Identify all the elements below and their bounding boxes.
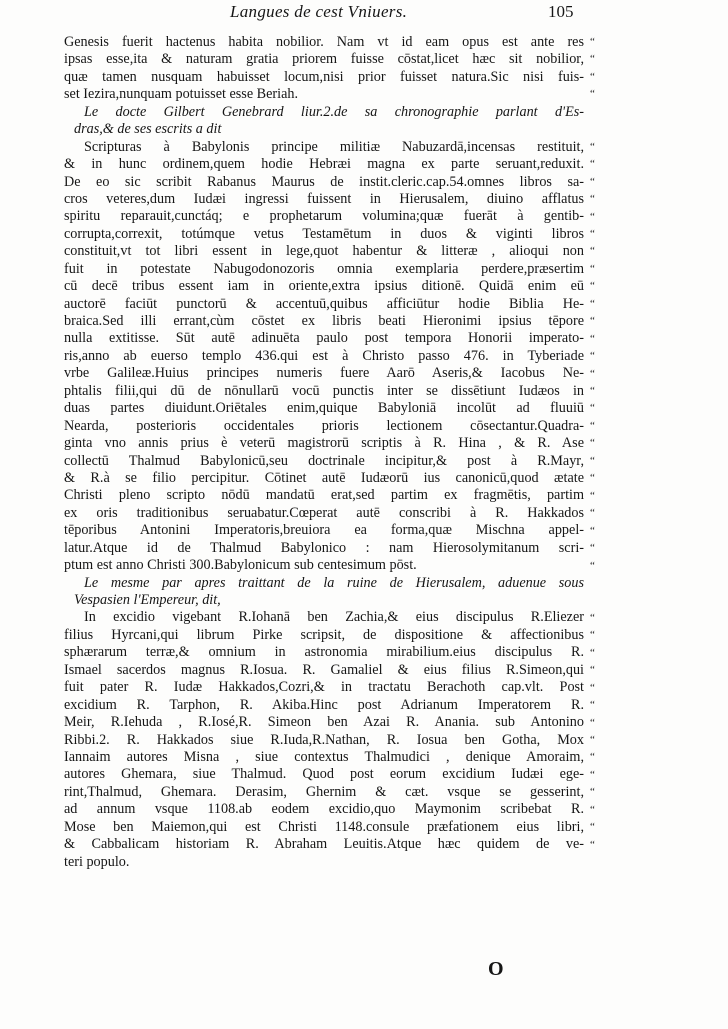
quotation-mark: “ [590, 402, 595, 415]
text-line: Meir, R.Iehuda , R.Iosé,R. Simeon ben Azai R. Anania. sub Antonino [64, 714, 584, 731]
text-line: Scripturas à Babylonis principe militiæ Nabuzardā,incensas restituit, [84, 138, 584, 155]
quotation-mark: “ [590, 175, 595, 188]
text-line: ipsas esse,ita & naturam gratia priorem fuisse cōstat,licet hæc sit nobilior, [64, 51, 584, 68]
quotation-mark [590, 104, 610, 121]
quotation-mark [590, 854, 610, 871]
quotation-mark: “ [590, 786, 595, 799]
quotation-mark: “ [590, 646, 595, 659]
text-line: In excidio vigebant R.Iohanā ben Zachia,& eius discipulus R.Eliezer [84, 609, 584, 626]
text-line: corrupta,correxit, totúmque vetus Testamētum in duos & viginti libros [64, 225, 584, 242]
text-line: ris,anno ab euerso templo 436.qui est à Christo passo 476. in Tyberiade [64, 347, 584, 364]
quotation-mark: “ [590, 559, 595, 572]
quotation-mark: “ [590, 437, 595, 450]
text-line: fuit pater R. Iudæ Hakkados,Cozri,& in tractatu Berachoth cap.vlt. Post [64, 679, 584, 696]
text-line: phtalis filii,qui dū de nōnullarū vocū punctis inter se dissētiunt Iudæos in [64, 382, 584, 399]
text-line: nulla extitisse. Sūt autē adinuēta paulo post tempora Honorii imperato- [64, 330, 584, 347]
text-line: & in hunc ordinem,quem hodie Hebræi magna ex parte seruant,reduxit. [64, 156, 584, 173]
quotation-mark: “ [590, 280, 595, 293]
text-line: fuit in potestate Nabugodonozoris omnia exemplaria perdere,præsertim [64, 260, 584, 277]
quotation-mark: “ [590, 803, 595, 816]
body-text [64, 34, 584, 871]
text-line: collectū Thalmud Babylonicū,seu doctrinale incipitur,& post à R.Mayr, [64, 452, 584, 469]
quotation-mark: “ [590, 315, 595, 328]
quotation-mark: “ [590, 227, 595, 240]
text-line: filius Hyrcani,qui librum Pirke scripsit, de dispositione & affectionibus [64, 626, 584, 643]
quotation-mark: “ [590, 699, 595, 712]
text-line: Ismael sacerdos magnus R.Iosua. R. Gamaliel & eius filius R.Simeon,qui [64, 661, 584, 678]
quotation-mark: “ [590, 629, 595, 642]
quotation-mark: “ [590, 664, 595, 677]
quotation-mark: “ [590, 681, 595, 694]
quotation-mark: “ [590, 751, 595, 764]
text-line: sphærarum terræ,& omnium in astronomia mirabilium.eius discipulus R. [64, 644, 584, 661]
running-head: Langues de cest Vniuers. [230, 2, 408, 21]
quotation-mark: “ [590, 821, 595, 834]
quotation-mark [590, 575, 610, 592]
text-line: quæ tamen nusquam habuisset locum,nisi prior fuisset natura.Sic nisi fuis- [64, 68, 584, 85]
text-line: spiritu reparauit,cunctáq; e prophetarum volumina;quæ fuerāt à gentib- [64, 208, 584, 225]
quotation-mark: “ [590, 838, 595, 851]
quotation-mark: “ [590, 734, 595, 746]
text-line: ex oris traditionibus seruabatur.Cœperat autē conscribi à R. Hakkados [64, 504, 584, 521]
text-line: tēporibus Antonini Imperatoris,breuiora ea forma,quæ Mischna appel- [64, 522, 584, 539]
text-line: ptum est anno Christi 300.Babylonicum sub centesimum pōst. [64, 557, 417, 574]
quotation-mark: “ [590, 367, 595, 380]
text-line: Iannaim autores Misna , siue contextus Thalmudici , denique Amoraim, [64, 748, 584, 765]
text-line: cū decē tribus essent iam in oriente,extra ipsius ditionē. Quidā enim eū [64, 278, 584, 295]
quotation-mark: “ [590, 507, 595, 520]
quotation-mark: “ [590, 36, 595, 48]
text-line: Christi pleno scripto nōdū mandatū erat,sed partim ex fragmētis, partim [64, 487, 584, 504]
quotation-mark [590, 121, 610, 138]
quotation-mark: “ [590, 88, 595, 101]
quotation-mark [590, 592, 610, 609]
text-line: Mose ben Maiemon,qui est Christi 1148.consule præfationem eius libri, [64, 818, 584, 835]
signature-mark: O [488, 958, 504, 980]
quotation-mark: “ [590, 70, 595, 83]
text-line: cros veteres,dum Iudæi ingressi fuissent in Hierusalem, diuino afflatus [64, 190, 584, 207]
quotation-mark: “ [590, 210, 595, 223]
quotation-mark: “ [590, 419, 595, 432]
quotation-mark: “ [590, 193, 595, 206]
text-line: Ribbi.2. R. Hakkados siue R.Iuda,R.Nathan, R. Iosua ben Gotha, Mox [64, 731, 584, 748]
text-line: Le docte Gilbert Genebrard liur.2.de sa chronographie parlant d'Es- [84, 103, 584, 120]
quotation-mark: “ [590, 140, 595, 153]
quotation-mark: “ [590, 542, 595, 555]
text-line: & R.à se filio percipitur. Cōtinet autē Iudæorū ius canonicū,quod ætate [64, 469, 584, 486]
quotation-mark: “ [590, 454, 595, 467]
quotation-mark: “ [590, 332, 595, 345]
text-line: Le mesme par apres traittant de la ruine de Hierusalem, aduenue sous [84, 574, 584, 591]
text-line: De eo sic scribit Rabanus Maurus de instit.cleric.cap.54.omnes libros sa- [64, 173, 584, 190]
page-number: 105 [548, 2, 574, 21]
text-line: dras,& de ses escrits a dit [74, 121, 222, 138]
text-line: rint,Thalmud, Ghemara. Derasim, Ghernim & cæt. vsque se gesserint, [64, 783, 584, 800]
quotation-mark: “ [590, 53, 595, 66]
quotation-mark: “ [590, 297, 595, 310]
quotation-mark: “ [590, 385, 595, 397]
text-line: & Cabbalicam historiam R. Abraham Leuitis.Atque hæc quidem de ve- [64, 836, 584, 853]
quotation-mark: “ [590, 611, 595, 624]
text-line: Nearda, posterioris occidentales prioris lectionem cōsectantur.Quadra- [64, 417, 584, 434]
quotation-mark: “ [590, 768, 595, 781]
quotation-mark: “ [590, 158, 595, 171]
text-line: Vespasien l'Empereur, dit, [74, 592, 221, 608]
text-line: excidium R. Tarphon, R. Akiba.Hinc post Adrianum Imperatorem R. [64, 696, 584, 713]
quotation-mark: “ [590, 262, 595, 275]
text-line: Genesis fuerit hactenus habita nobilior. Nam vt id eam opus est ante res [64, 34, 584, 50]
text-line: teri populo. [64, 853, 130, 870]
text-line: auctorē faciūt punctorū & accentuū,quibus afficiūtur hodie Biblia He- [64, 295, 584, 312]
quotation-mark: “ [590, 245, 595, 258]
quotation-mark: “ [590, 716, 595, 729]
text-line: vrbe Galileæ.Huius principes numeris fuere Aarō Aseris,& Iacobus Ne- [64, 365, 584, 382]
text-line: autores Ghemara, siue Thalmud. Quod post eorum excidium Iudæi ege- [64, 766, 584, 783]
quotation-mark: “ [590, 489, 595, 502]
quotation-mark: “ [590, 524, 595, 537]
quotation-mark: “ [590, 350, 595, 363]
text-line: braica.Sed illi errant,cùm cōstet ex libris beati Hieronimi ipsius tēpore [64, 313, 584, 329]
text-line: set Iezira,nunquam potuisset esse Beriah. [64, 86, 299, 103]
text-line: latur.Atque id de Thalmud Babylonico : nam Hierosolymitanum scri- [64, 539, 584, 556]
text-line: ad annum vsque 1108.ab eodem excidio,quo Maymonim scribebat R. [64, 801, 584, 818]
quotation-mark: “ [590, 472, 595, 485]
text-line: duas partes diuidunt.Oriētales enim,quique Babyloniā incolūt ad fluuiū [64, 400, 584, 417]
text-line: constituit,vt tot libri essent in lege,quot habentur & litteræ , alioqui non [64, 243, 584, 260]
text-line: ginta vno annis prius è veterū magistrorū scriptis à R. Hina , & R. Ase [64, 435, 584, 452]
